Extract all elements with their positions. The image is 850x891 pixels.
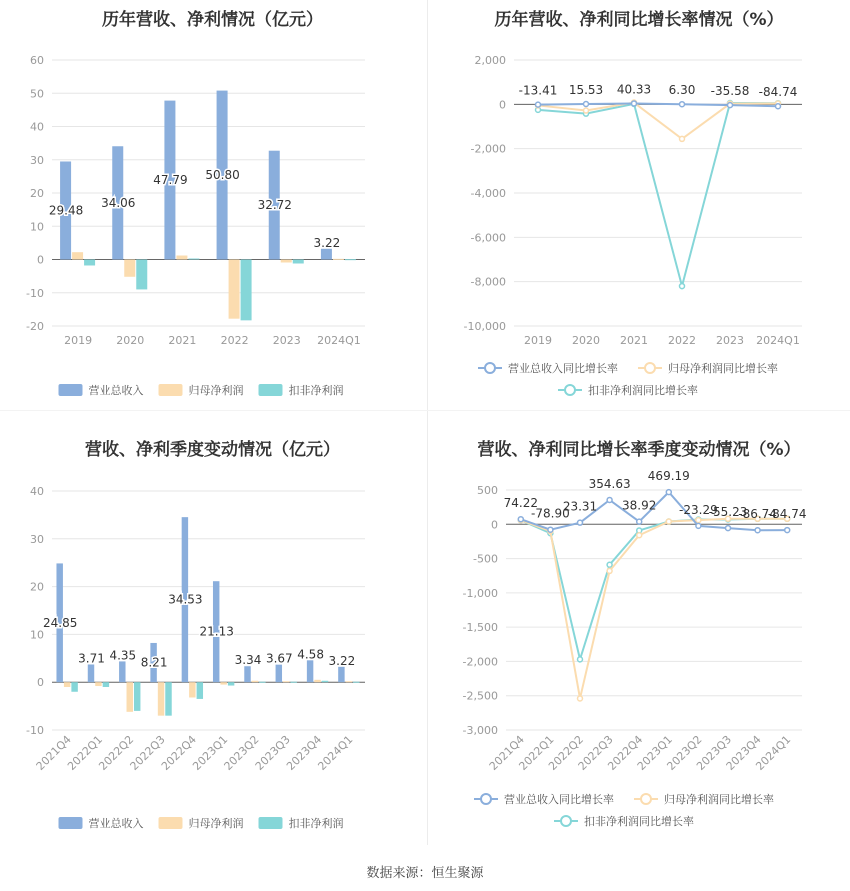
bar <box>229 260 240 319</box>
x-tick-label: 2022Q3 <box>127 732 168 773</box>
x-tick-label: 2022 <box>668 334 696 347</box>
data-label: -84.74 <box>758 85 798 100</box>
y-tick-label: 500 <box>477 484 498 497</box>
legend-swatch <box>59 384 83 396</box>
y-tick-label: 20 <box>30 580 44 594</box>
legend-label: 营业总收入 <box>88 817 144 830</box>
annual-growth-chart <box>428 0 850 410</box>
bar <box>338 667 344 682</box>
x-tick-label: 2021 <box>168 334 197 347</box>
y-tick-label: 10 <box>30 220 44 234</box>
data-label: 3.71 <box>78 651 105 666</box>
bar <box>197 682 203 699</box>
y-tick-label: 60 <box>30 54 44 67</box>
bar <box>241 260 252 321</box>
data-point <box>518 517 523 522</box>
x-tick-label: 2019 <box>64 334 93 347</box>
bar <box>176 256 187 260</box>
x-tick-label: 2022Q2 <box>546 732 587 773</box>
data-point <box>696 518 701 523</box>
bar <box>281 260 292 263</box>
bar <box>346 681 352 682</box>
bar <box>290 682 296 683</box>
y-tick-label: -1,000 <box>462 586 498 600</box>
data-label: 15.53 <box>568 82 604 97</box>
data-label: -84.74 <box>767 507 807 522</box>
y-tick-label: -10 <box>26 286 44 300</box>
data-point <box>755 528 760 533</box>
legend-swatch <box>159 384 183 396</box>
x-tick-label: 2022Q3 <box>575 732 616 773</box>
bar <box>307 660 313 682</box>
y-tick-label: 0 <box>499 98 506 112</box>
legend-label: 扣非净利润同比增长率 <box>584 815 694 828</box>
data-label: -86.74 <box>738 507 777 522</box>
x-tick-label: 2023Q1 <box>634 732 675 773</box>
x-tick-label: 2022Q1 <box>516 732 557 773</box>
data-label: 34.06 <box>101 195 136 210</box>
y-tick-label: 40 <box>30 120 44 134</box>
data-point <box>637 519 642 524</box>
data-label: -78.90 <box>531 506 570 521</box>
annual-bar-chart <box>0 0 425 410</box>
legend-label: 扣非净利润 <box>288 384 344 397</box>
y-tick-label: -1,500 <box>462 621 498 635</box>
y-tick-label: -500 <box>473 552 498 566</box>
y-tick-label: -3,000 <box>462 724 498 737</box>
bar <box>64 682 70 687</box>
x-tick-label: 2022 <box>220 334 249 347</box>
data-label: 40.33 <box>616 82 652 97</box>
data-label: 38.92 <box>622 498 657 513</box>
bar <box>71 682 77 692</box>
data-point <box>584 101 589 106</box>
bar <box>345 259 356 260</box>
x-tick-label: 2024Q1 <box>753 732 794 773</box>
y-tick-label: 0 <box>37 676 44 690</box>
data-label: 4.35 <box>109 648 137 663</box>
bar <box>95 682 101 686</box>
legend-swatch <box>159 817 183 829</box>
legend-label: 归母净利润同比增长率 <box>664 793 774 806</box>
x-tick-label: 2019 <box>524 334 552 347</box>
x-tick-label: 2023 <box>272 334 301 347</box>
data-point <box>632 101 637 106</box>
x-tick-label: 2023Q4 <box>284 732 325 773</box>
bar <box>283 681 289 682</box>
y-tick-label: -4,000 <box>470 187 506 200</box>
data-label: 74.22 <box>503 496 538 511</box>
data-point <box>548 527 553 532</box>
y-tick-label: -2,500 <box>462 689 498 703</box>
x-tick-label: 2023Q2 <box>664 732 705 773</box>
x-tick-label: 2023Q1 <box>190 732 231 773</box>
data-label: 32.72 <box>257 198 292 213</box>
y-tick-label: -20 <box>26 320 44 333</box>
data-point <box>728 103 733 108</box>
bar <box>189 682 195 697</box>
data-point <box>680 102 685 107</box>
legend-label: 扣非净利润 <box>288 817 344 830</box>
x-tick-label: 2023Q3 <box>252 732 293 773</box>
data-label: -23.29 <box>679 502 718 517</box>
quarterly-bar-panel <box>0 425 425 845</box>
quarterly-bar-chart <box>0 425 425 845</box>
data-point <box>584 108 589 113</box>
chart-title: 营收、净利季度变动情况（亿元） <box>85 440 340 460</box>
legend-label: 扣非净利润同比增长率 <box>588 384 698 397</box>
data-label: 21.13 <box>199 624 234 639</box>
legend-label: 营业总收入同比增长率 <box>508 362 618 375</box>
x-tick-label: 2022Q4 <box>605 732 646 773</box>
data-label: 34.53 <box>168 592 203 607</box>
data-label: 8.21 <box>140 655 168 670</box>
data-point <box>785 528 790 533</box>
y-tick-label: -6,000 <box>470 231 506 245</box>
data-label: 3.22 <box>313 235 341 250</box>
x-tick-label: 2024Q1 <box>317 334 361 347</box>
x-tick-label: 2024Q1 <box>315 732 356 773</box>
y-tick-label: -2,000 <box>470 142 506 156</box>
data-label: 3.34 <box>234 653 262 668</box>
annual-growth-panel <box>428 0 850 410</box>
quarterly-growth-chart <box>428 425 850 845</box>
bar <box>322 681 328 682</box>
x-tick-label: 2022Q4 <box>158 732 199 773</box>
data-label: 23.31 <box>562 499 598 514</box>
legend-marker <box>645 363 655 373</box>
y-tick-label: -10,000 <box>463 320 506 333</box>
bar <box>124 260 135 277</box>
data-point <box>680 284 685 289</box>
legend-swatch <box>59 817 83 829</box>
x-tick-label: 2020 <box>116 334 145 347</box>
y-tick-label: 50 <box>30 87 44 101</box>
data-label: 354.63 <box>588 476 631 491</box>
bar <box>188 259 199 260</box>
legend-label: 营业总收入 <box>88 384 144 397</box>
data-point <box>578 520 583 525</box>
bar <box>321 249 332 260</box>
legend-marker <box>485 363 495 373</box>
data-label: -35.58 <box>710 84 750 99</box>
y-tick-label: 40 <box>30 485 44 498</box>
bar <box>165 682 171 715</box>
bar <box>228 682 234 685</box>
quarterly-growth-panel <box>428 425 850 845</box>
bar <box>244 666 250 682</box>
bar <box>84 260 95 266</box>
bar <box>220 682 226 684</box>
bar <box>134 682 140 711</box>
chart-title: 历年营收、净利情况（亿元） <box>102 10 323 30</box>
data-label: 469.19 <box>647 469 690 484</box>
bar <box>127 682 133 712</box>
chart-title: 历年营收、净利同比增长率情况（%） <box>494 10 784 30</box>
data-label: 3.22 <box>328 653 356 668</box>
legend-marker <box>561 816 571 826</box>
data-point <box>666 519 671 524</box>
data-point <box>536 102 541 107</box>
bar <box>158 682 164 715</box>
x-tick-label: 2023 <box>716 334 744 347</box>
series-line <box>521 519 787 699</box>
data-label: 4.58 <box>297 647 324 662</box>
x-tick-label: 2020 <box>572 334 600 347</box>
y-tick-label: 0 <box>37 253 44 267</box>
data-label: 6.30 <box>668 83 696 98</box>
chart-title: 营收、净利同比增长率季度变动情况（%） <box>477 440 801 460</box>
bar <box>136 260 147 290</box>
data-point <box>696 523 701 528</box>
bar <box>88 664 94 682</box>
legend-label: 营业总收入同比增长率 <box>504 793 614 806</box>
data-label: 50.80 <box>205 168 240 183</box>
data-point <box>607 497 612 502</box>
annual-bar-panel <box>0 0 425 410</box>
data-label: 24.85 <box>43 615 78 630</box>
bar <box>103 682 109 687</box>
data-point <box>637 533 642 538</box>
bar <box>314 680 320 682</box>
y-tick-label: 20 <box>30 187 44 200</box>
horizontal-divider <box>0 410 850 411</box>
bar <box>259 682 265 683</box>
x-tick-label: 2021 <box>620 334 648 347</box>
data-point <box>578 657 583 662</box>
data-label: 47.79 <box>153 173 188 188</box>
y-tick-label: 0 <box>491 518 498 532</box>
x-tick-label: 2023Q4 <box>723 732 764 773</box>
bar <box>72 252 83 259</box>
data-point <box>680 136 685 141</box>
bar <box>333 259 344 260</box>
data-point <box>607 562 612 567</box>
bar <box>119 661 125 682</box>
legend-label: 归母净利润同比增长率 <box>668 362 778 375</box>
data-label: -13.41 <box>518 83 558 98</box>
x-tick-label: 2021Q4 <box>33 732 74 773</box>
y-tick-label: 30 <box>30 153 44 167</box>
data-label: 29.48 <box>48 203 84 218</box>
data-source: 数据来源：恒生聚源 <box>366 866 484 881</box>
bar <box>276 665 282 683</box>
bar <box>293 260 304 264</box>
y-tick-label: 2,000 <box>474 54 506 67</box>
legend-label: 归母净利润 <box>188 384 244 397</box>
x-tick-label: 2021Q4 <box>486 732 527 773</box>
bar <box>353 682 359 683</box>
x-tick-label: 2022Q1 <box>65 732 106 773</box>
legend-marker <box>565 385 575 395</box>
data-label: -55.23 <box>708 505 748 520</box>
series-line <box>538 103 778 286</box>
x-tick-label: 2023Q3 <box>694 732 735 773</box>
x-tick-label: 2024Q1 <box>756 334 800 347</box>
legend-marker <box>481 794 491 804</box>
y-tick-label: -10 <box>26 724 44 737</box>
data-point <box>578 696 583 701</box>
series-line <box>538 103 778 139</box>
data-point <box>666 490 671 495</box>
y-tick-label: 10 <box>30 628 44 642</box>
legend-marker <box>641 794 651 804</box>
x-tick-label: 2023Q2 <box>221 732 262 773</box>
legend-label: 归母净利润 <box>188 817 244 830</box>
data-point <box>607 568 612 573</box>
data-label: 3.67 <box>265 651 293 666</box>
y-tick-label: -2,000 <box>462 655 498 669</box>
bar <box>252 681 258 682</box>
x-tick-label: 2022Q2 <box>96 732 137 773</box>
y-tick-label: 30 <box>30 532 44 546</box>
legend-swatch <box>259 384 283 396</box>
legend-swatch <box>259 817 283 829</box>
data-point <box>726 526 731 531</box>
y-tick-label: -8,000 <box>470 275 506 289</box>
data-point <box>776 104 781 109</box>
